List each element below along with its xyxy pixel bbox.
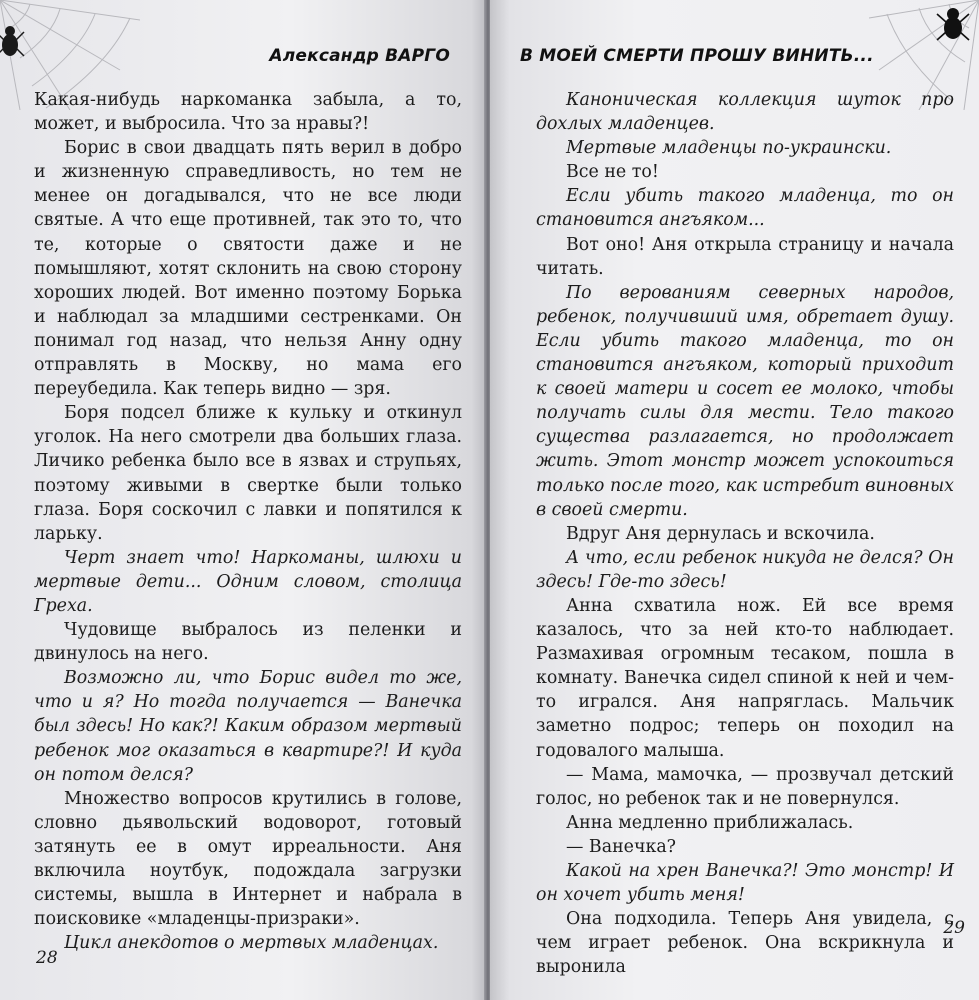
paragraph: Если убить такого младенца, то он становится ангъяком... bbox=[536, 186, 954, 231]
paragraph: Боря подсел ближе к кульку и откинул уголок. На него смотрели два больших глаза. Личико ребенка было все в язвах и струпьях, поэтому живыми в свертке были только глаза. Боря соскочил с лавки и попятился к ларьку. bbox=[34, 403, 462, 544]
paragraph: Какая-нибудь наркоманка забыла, а то, может, и выбросила. Что за нравы?! bbox=[34, 90, 462, 135]
paragraph: Борис в свои двадцать пять верил в добро и жизненную справедливость, но тем не менее он догадывался, что не все люди святые. А что еще противней, так это то, что те, которые о святости даже и не помышляют, хотят склонить на свою сторону хороших людей. Вот именно поэтому Борька и наблюдал за младшими сестренками. Он понимал год назад, что нельзя Анну одну отправлять в Москву, но мама его переубедила. Как теперь видно — зря. bbox=[34, 138, 462, 400]
paragraph: Анна схватила нож. Ей все время казалось, что за ней кто-то наблюдает. Размахивая огромным тесаком, пошла в комнату. Ванечка сидел спиной к ней и чем-то игрался. Аня напряглась. Мальчик заметно подрос; теперь он походил на годовалого малыша. bbox=[536, 595, 954, 761]
paragraph: Возможно ли, что Борис видел то же, что и я? Но тогда получается — Ванечка был здесь! Но как?! Каким образом мертвый ребенок мог оказаться в квартире?! И куда он потом делся? bbox=[34, 668, 462, 785]
right-page bbox=[490, 0, 979, 1000]
paragraph: Каноническая коллекция шуток про дохлых младенцев. bbox=[536, 90, 954, 135]
paragraph: — Мама, мамочка, — прозвучал детский голос, но ребенок так и не повернулся. bbox=[536, 764, 954, 809]
paragraph: Цикл анекдотов о мертвых младенцах. bbox=[64, 933, 439, 954]
paragraph: Мертвые младенцы по-украински. bbox=[566, 138, 892, 159]
paragraph: По верованиям северных народов, ребенок, получивший имя, обретает душу. Если убить такого младенца, то он становится ангъяком, который приходит к своей матери и сосет ее молоко, чтобы получать силы для мести. Тело такого существа разлагается, но продолжает жить. Этот монстр может успокоиться только после того, как истребит виновных в своей смерти. bbox=[536, 282, 954, 520]
page-number-left: 28 bbox=[36, 948, 58, 968]
paragraph: Анна медленно приближалась. bbox=[566, 812, 854, 833]
paragraph: Какой на хрен Ванечка?! Это монстр! И он хочет убить меня! bbox=[536, 861, 954, 906]
paragraph: Все не то! bbox=[566, 162, 659, 183]
left-page bbox=[0, 0, 486, 1000]
paragraph: — Ванечка? bbox=[566, 836, 677, 857]
running-header-author: Александр ВАРГО bbox=[269, 46, 450, 66]
left-page-body bbox=[34, 88, 462, 955]
right-page-body bbox=[536, 88, 954, 979]
paragraph: Вот оно! Аня открыла страницу и начала читать. bbox=[536, 234, 954, 279]
paragraph: Она подходила. Теперь Аня увидела, с чем играет ребенок. Она вскрикнула и выронила bbox=[536, 909, 954, 978]
paragraph: Вдруг Аня дернулась и вскочила. bbox=[566, 523, 875, 544]
paragraph: А что, если ребенок никуда не делся? Он здесь! Где-то здесь! bbox=[536, 547, 954, 592]
running-header-title: В МОЕЙ СМЕРТИ ПРОШУ ВИНИТЬ... bbox=[520, 46, 874, 66]
paragraph: Чудовище выбралось из пеленки и двинулось на него. bbox=[34, 620, 462, 665]
page-number-right: 29 bbox=[943, 918, 965, 938]
paragraph: Черт знает что! Наркоманы, шлюхи и мертвые дети... Одним словом, столица Греха. bbox=[34, 547, 462, 616]
paragraph: Множество вопросов крутились в голове, словно дьявольский водоворот, готовый затянуть ее в омут ирреальности. Аня включила ноутбук, подождала загрузки системы, вышла в Интернет и набрала в поисковике «младенцы-призраки». bbox=[34, 788, 462, 930]
